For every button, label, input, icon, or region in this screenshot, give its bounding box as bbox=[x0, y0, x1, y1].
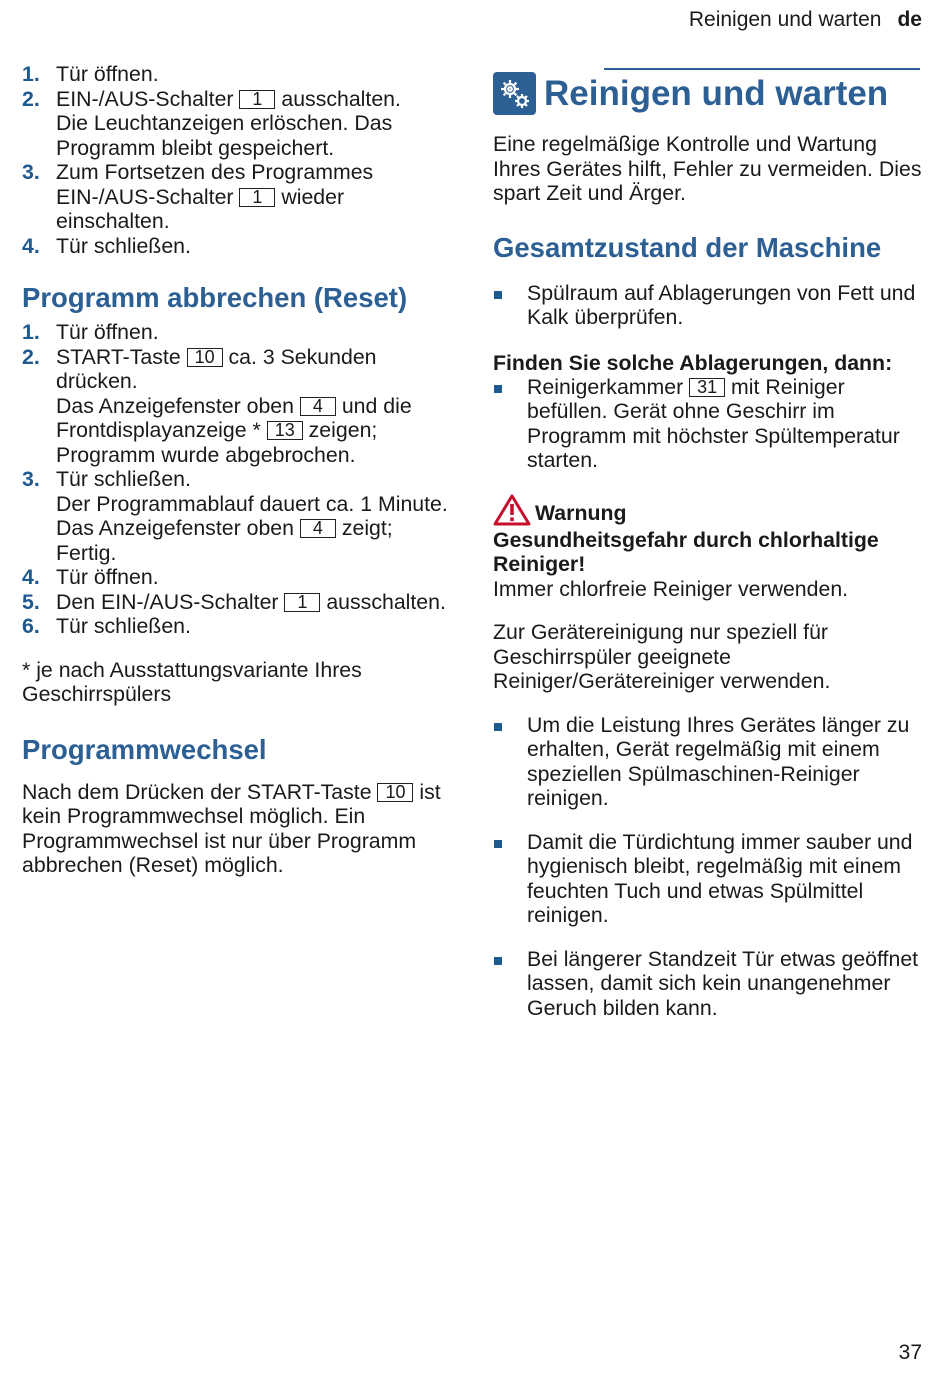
list-item: Bei längerer Standzeit Tür etwas geöffnet lassen, damit sich kein unangenehmer Geruch bilden kann. bbox=[493, 947, 925, 1021]
step-text: START-Taste bbox=[56, 344, 187, 369]
paragraph-text: Nach dem Drücken der START-Taste bbox=[22, 779, 378, 804]
key-reference: 10 bbox=[377, 783, 413, 802]
list-item: Um die Leistung Ihres Gerätes länger zu erhalten, Gerät regelmäßig mit einem speziellen Spülmaschinen-Reiniger reinigen. bbox=[493, 713, 925, 811]
machine-state-heading: Gesamtzustand der Maschine bbox=[493, 231, 882, 263]
deposits-heading: Finden Sie solche Ablagerungen, dann: bbox=[493, 350, 893, 375]
list-item bbox=[22, 160, 454, 234]
resume-steps-list bbox=[22, 62, 454, 258]
footnote: * je nach Ausstattungsvariante Ihres Geschirrspülers bbox=[22, 657, 362, 706]
list-item bbox=[493, 375, 925, 473]
step-number: 3. bbox=[22, 467, 40, 491]
bullet-text: Reinigerkammer bbox=[527, 374, 690, 399]
paragraph-text: ist kein Programmwechsel möglich. Ein Programmwechsel ist nur über Programm abbrechen (Reset) möglich. bbox=[22, 779, 441, 877]
running-header bbox=[689, 8, 922, 32]
step-result: zeigen; Programm wurde abgebrochen. bbox=[56, 418, 378, 467]
step-number: 5. bbox=[22, 589, 40, 614]
warning-heading bbox=[493, 494, 925, 526]
heading-rule bbox=[604, 68, 920, 70]
header-language: de bbox=[897, 8, 922, 31]
key-reference: 13 bbox=[267, 421, 303, 440]
bullet-text: mit Reiniger befüllen. Gerät ohne Geschirr im Programm mit höchster Spültemperatur starten. bbox=[527, 374, 900, 472]
step-number: 1. bbox=[22, 62, 40, 86]
list-item bbox=[22, 467, 454, 565]
key-reference: 1 bbox=[284, 593, 320, 612]
step-result: zeigt; Fertig. bbox=[56, 516, 393, 565]
key-reference: 31 bbox=[689, 378, 725, 397]
key-reference: 1 bbox=[239, 188, 275, 207]
deposits-list bbox=[493, 375, 925, 473]
reset-heading: Programm abbrechen (Reset) bbox=[22, 282, 408, 313]
list-item: Spülraum auf Ablagerungen von Fett und Kalk überprüfen. bbox=[493, 281, 925, 330]
step-number: 4. bbox=[22, 565, 40, 589]
list-item bbox=[22, 87, 454, 161]
step-number: 2. bbox=[22, 344, 40, 369]
step-number: 4. bbox=[22, 233, 40, 258]
step-text: ca. 3 Sekunden drücken. bbox=[56, 344, 377, 393]
left-column bbox=[22, 62, 454, 878]
step-text: Tür schließen. bbox=[56, 614, 191, 638]
maintenance-gears-icon bbox=[493, 72, 536, 115]
list-item bbox=[22, 345, 454, 468]
cleaning-text: Zur Gerätereinigung nur speziell für Geschirrspüler geeignete Reiniger/Gerätereiniger verwenden. bbox=[493, 620, 831, 693]
key-reference: 4 bbox=[300, 519, 336, 538]
step-number: 6. bbox=[22, 614, 40, 638]
step-text: Zum Fortsetzen des Programmes EIN-/AUS-Schalter bbox=[56, 160, 374, 209]
step-number: 3. bbox=[22, 160, 40, 184]
list-item bbox=[22, 62, 454, 87]
program-change-heading: Programmwechsel bbox=[22, 733, 267, 765]
list-item bbox=[22, 590, 454, 615]
main-heading-row bbox=[493, 72, 925, 115]
step-text: ausschalten. bbox=[275, 86, 401, 111]
main-heading: Reinigen und warten bbox=[544, 73, 889, 113]
key-reference: 1 bbox=[239, 90, 275, 109]
header-section-title: Reinigen und warten bbox=[688, 8, 882, 31]
step-number: 2. bbox=[22, 86, 40, 111]
warning-bold-text: Gesundheitsgefahr durch chlorhaltige Reiniger! bbox=[493, 527, 879, 576]
step-text: Tür öffnen. bbox=[56, 565, 159, 589]
step-text: ausschalten. bbox=[320, 589, 446, 614]
step-result: und die Frontdisplayanzeige * bbox=[56, 393, 412, 442]
warning-title: Warnung bbox=[535, 501, 627, 525]
key-reference: 4 bbox=[300, 397, 336, 416]
program-change-text bbox=[22, 780, 454, 878]
list-item bbox=[22, 565, 454, 590]
warning-text: Immer chlorfreie Reiniger verwenden. bbox=[493, 576, 849, 601]
warning-triangle-icon bbox=[493, 494, 531, 526]
step-result: Das Anzeigefenster oben bbox=[56, 393, 300, 418]
intro-text: Eine regelmäßige Kontrolle und Wartung Ihres Gerätes hilft, Fehler zu vermeiden. Dies spart Zeit und Ärger. bbox=[493, 132, 922, 205]
step-text: wieder einschalten. bbox=[56, 184, 345, 233]
step-result: Die Leuchtanzeigen erlöschen. Das Programm bleibt gespeichert. bbox=[56, 111, 393, 160]
step-number: 1. bbox=[22, 320, 40, 344]
list-item: Damit die Türdichtung immer sauber und hygienisch bleibt, regelmäßig mit einem feuchten Tuch und etwas Spülmittel reinigen. bbox=[493, 830, 925, 928]
machine-state-list bbox=[493, 281, 925, 330]
step-text: EIN-/AUS-Schalter bbox=[56, 86, 240, 111]
list-item bbox=[22, 320, 454, 345]
step-text: Den EIN-/AUS-Schalter bbox=[56, 589, 285, 614]
right-column bbox=[493, 72, 925, 1020]
key-reference: 10 bbox=[187, 348, 223, 367]
step-text: Tür schließen. bbox=[56, 233, 191, 258]
step-text: Tür öffnen. bbox=[56, 320, 159, 344]
list-item bbox=[22, 234, 454, 259]
page-number: 37 bbox=[898, 1341, 922, 1364]
step-text: Tür schließen. bbox=[56, 467, 191, 491]
step-result: Der Programmablauf dauert ca. 1 Minute. Das Anzeigefenster oben bbox=[56, 491, 448, 540]
step-text: Tür öffnen. bbox=[56, 62, 159, 86]
reset-steps-list bbox=[22, 320, 454, 639]
list-item bbox=[22, 614, 454, 639]
care-bullets-list bbox=[493, 713, 925, 1021]
